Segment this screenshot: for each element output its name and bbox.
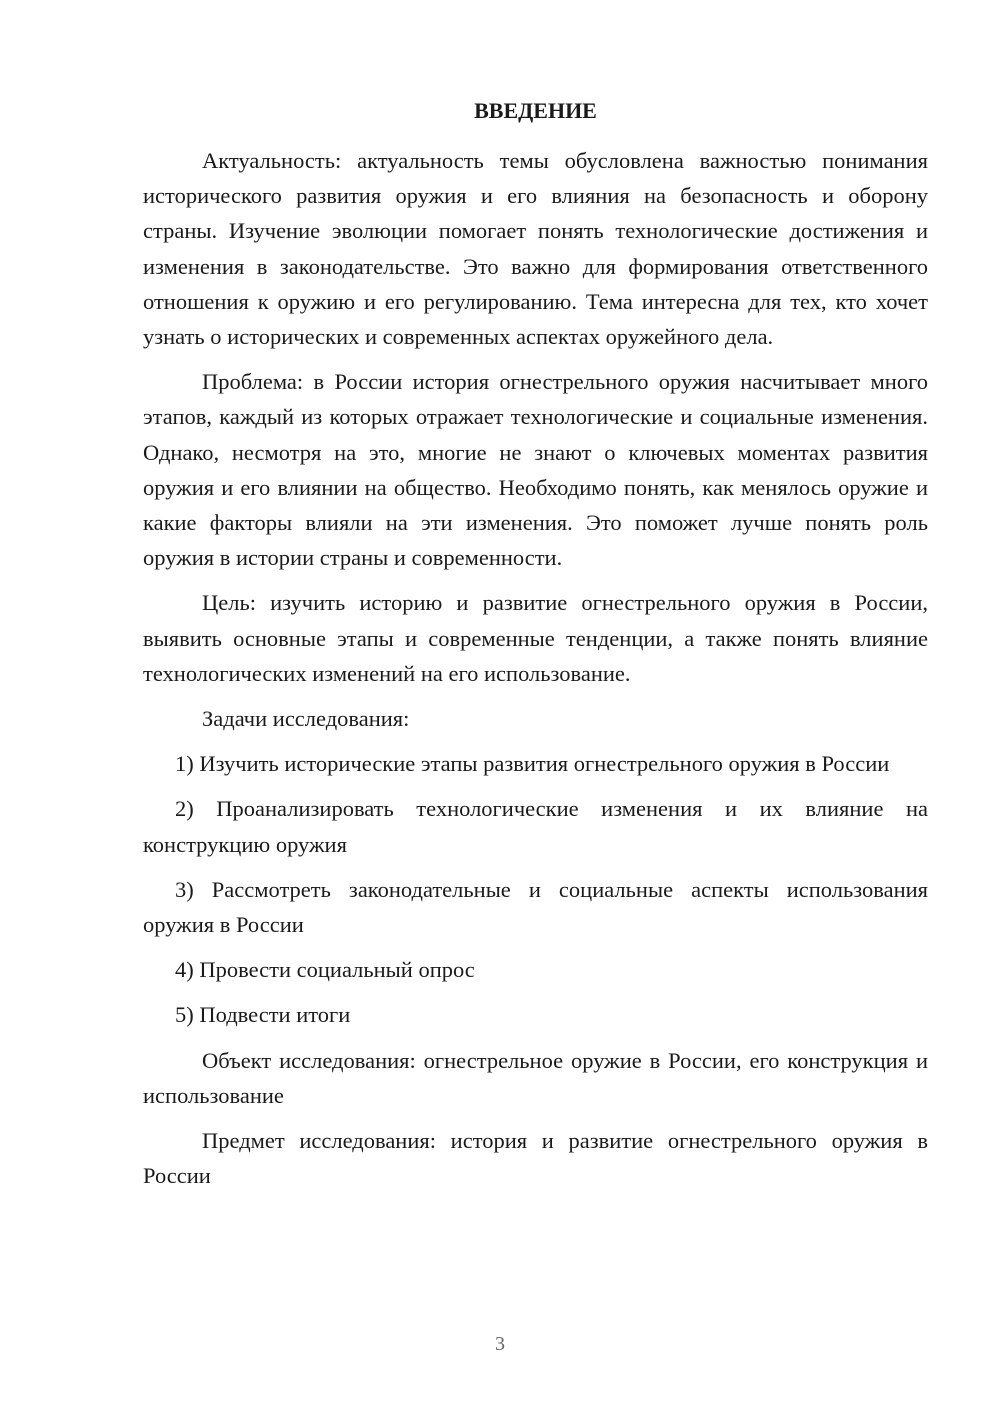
paragraph-subject: Предмет исследования: история и развитие огнестрельного оружия в России — [143, 1128, 928, 1189]
paragraph-goal: Цель: изучить историю и развитие огнестрельного оружия в России, выявить основные этапы и современные тенденции, а также понять влияние технологических изменений на его использование. — [143, 590, 928, 686]
task-item-5: 5) Подвести итоги — [175, 1002, 351, 1028]
task-item-1: 1) Изучить исторические этапы развития огнестрельного оружия в России — [175, 751, 890, 777]
task-item-4: 4) Провести социальный опрос — [175, 957, 475, 983]
task-item-3: 3) Рассмотреть законодательные и социальные аспекты использования оружия в России — [143, 876, 928, 938]
paragraph-object: Объект исследования: огнестрельное оружие в России, его конструкция и использование — [143, 1047, 928, 1108]
paragraph-tasks-heading: Задачи исследования: — [202, 706, 410, 732]
document-body — [143, 143, 928, 1203]
task-item-2: 2) Проанализировать технологические изменения и их влияние на конструкцию оружия — [143, 796, 928, 857]
paragraph-problem: Проблема: в России история огнестрельного оружия насчитывает много этапов, каждый из которых отражает технологические и социальные изменения. Однако, несмотря на это, многие не знают о ключевых моментах развития оружия и его влиянии на общество. Необходимо понять, как менялось оружие и какие факторы влияли на эти изменения. Это поможет лучше понять роль оружия в истории страны и современности. — [143, 369, 928, 571]
section-title: ВВЕДЕНИЕ — [474, 98, 597, 123]
page-number: 3 — [495, 1333, 505, 1355]
paragraph-relevance: Актуальность: актуальность темы обусловлена важностью понимания исторического развития оружия и его влияния на безопасность и оборону страны. Изучение эволюции помогает понять технологические достижения и изменения в законодательстве. Это важно для формирования ответственного отношения к оружию и его регулированию. Тема интересна для тех, кто хочет узнать о исторических и современных аспектах оружейного дела. — [143, 148, 928, 350]
